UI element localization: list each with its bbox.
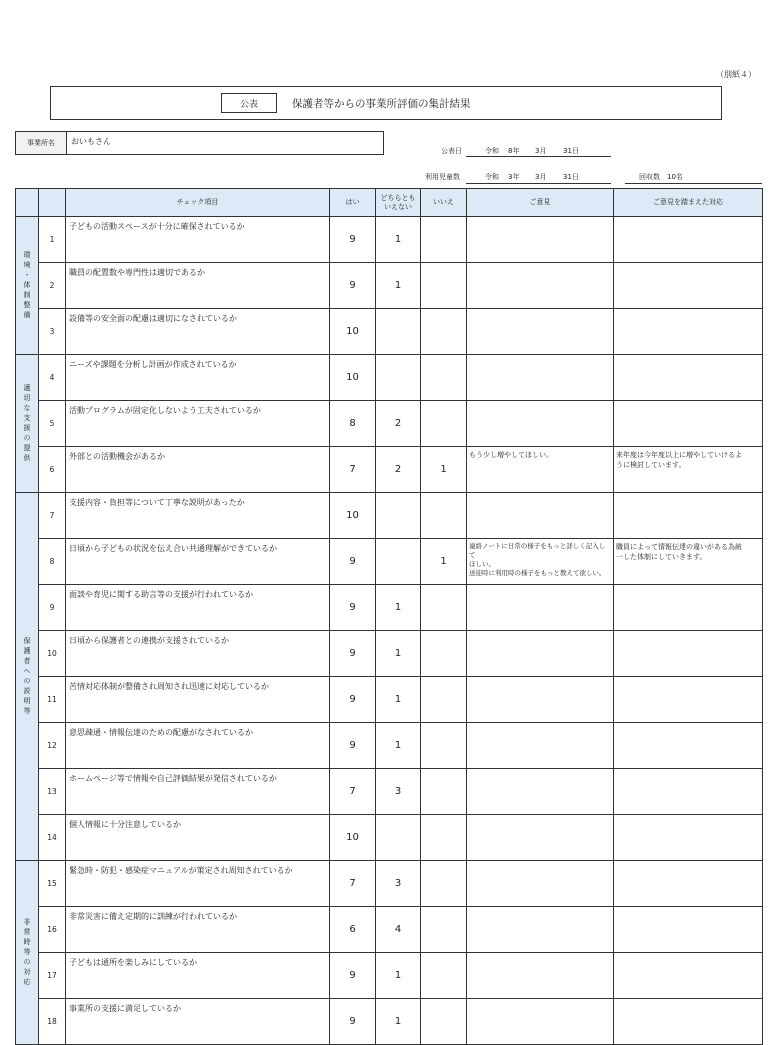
no-count bbox=[421, 217, 467, 263]
neither-count bbox=[376, 309, 421, 355]
header-check-item: チェック項目 bbox=[66, 189, 330, 217]
table-row bbox=[16, 493, 763, 539]
header-category bbox=[16, 189, 39, 217]
table-row bbox=[16, 907, 763, 953]
table-row bbox=[16, 447, 763, 493]
table-row bbox=[16, 263, 763, 309]
no-count bbox=[421, 493, 467, 539]
check-item: 意思疎通・情報伝達のための配慮がなされているか bbox=[66, 723, 330, 769]
neither-count: 1 bbox=[376, 585, 421, 631]
usage-day: 31日 bbox=[563, 173, 579, 181]
no-count bbox=[421, 861, 467, 907]
opinion-cell bbox=[467, 447, 614, 493]
row-number: 3 bbox=[39, 309, 66, 355]
neither-count: 1 bbox=[376, 217, 421, 263]
row-number: 15 bbox=[39, 861, 66, 907]
response-cell bbox=[614, 493, 763, 539]
usage-month: 3月 bbox=[535, 173, 547, 181]
check-item: 非常災害に備え定期的に訓練が行われているか bbox=[66, 907, 330, 953]
check-item: 支援内容・負担等について丁寧な説明があったか bbox=[66, 493, 330, 539]
response-cell bbox=[614, 447, 763, 493]
yes-count: 9 bbox=[330, 585, 376, 631]
response-cell bbox=[614, 769, 763, 815]
header-number bbox=[39, 189, 66, 217]
response-cell bbox=[614, 631, 763, 677]
response-cell bbox=[614, 677, 763, 723]
opinion-cell bbox=[467, 861, 614, 907]
public-tag: 公表 bbox=[221, 93, 277, 113]
neither-count bbox=[376, 493, 421, 539]
yes-count: 6 bbox=[330, 907, 376, 953]
no-count bbox=[421, 309, 467, 355]
table-row bbox=[16, 677, 763, 723]
opinion-cell bbox=[467, 999, 614, 1045]
header-no: いいえ bbox=[421, 189, 467, 217]
check-item: ニーズや課題を分析し計画が作成されているか bbox=[66, 355, 330, 401]
header-response: ご意見を踏まえた対応 bbox=[614, 189, 763, 217]
table-row bbox=[16, 861, 763, 907]
office-box bbox=[15, 131, 384, 155]
opinion-cell bbox=[467, 309, 614, 355]
no-count: 1 bbox=[421, 447, 467, 493]
response-cell bbox=[614, 401, 763, 447]
neither-count: 1 bbox=[376, 723, 421, 769]
usage-era: 令和 bbox=[485, 173, 499, 181]
no-count bbox=[421, 907, 467, 953]
category-cell bbox=[16, 355, 39, 493]
opinion-cell bbox=[467, 539, 614, 585]
row-number: 9 bbox=[39, 585, 66, 631]
category-label: 保護者への説明等 bbox=[23, 636, 31, 717]
annex-label: （別紙４） bbox=[716, 70, 756, 79]
header-neither-line1: どちらとも bbox=[380, 193, 416, 202]
row-number: 16 bbox=[39, 907, 66, 953]
check-item: 事業所の支援に満足しているか bbox=[66, 999, 330, 1045]
table-row bbox=[16, 723, 763, 769]
response-count-line bbox=[625, 182, 762, 184]
row-number: 11 bbox=[39, 677, 66, 723]
table-row bbox=[16, 585, 763, 631]
neither-count: 1 bbox=[376, 263, 421, 309]
table-row bbox=[16, 401, 763, 447]
neither-count bbox=[376, 355, 421, 401]
row-number: 17 bbox=[39, 953, 66, 999]
opinion-cell bbox=[467, 723, 614, 769]
header-opinion: ご意見 bbox=[467, 189, 614, 217]
usage-count-label: 利用児童数 bbox=[425, 173, 460, 181]
no-count bbox=[421, 585, 467, 631]
no-count bbox=[421, 815, 467, 861]
neither-count: 3 bbox=[376, 769, 421, 815]
opinion-cell bbox=[467, 263, 614, 309]
check-item: 子どもは通所を楽しみにしているか bbox=[66, 953, 330, 999]
yes-count: 9 bbox=[330, 217, 376, 263]
table-header-row bbox=[16, 189, 763, 217]
opinion-cell bbox=[467, 585, 614, 631]
response-cell-line: 一した体制にしていきます。 bbox=[616, 553, 707, 561]
neither-count: 2 bbox=[376, 447, 421, 493]
neither-count: 2 bbox=[376, 401, 421, 447]
row-number: 13 bbox=[39, 769, 66, 815]
yes-count: 8 bbox=[330, 401, 376, 447]
row-number: 12 bbox=[39, 723, 66, 769]
category-label: 環境・体制整備 bbox=[23, 250, 31, 321]
neither-count: 3 bbox=[376, 861, 421, 907]
check-item: 緊急時・防犯・感染症マニュアルが策定され周知されているか bbox=[66, 861, 330, 907]
no-count bbox=[421, 769, 467, 815]
opinion-cell-line: ほしい。 bbox=[469, 560, 495, 568]
neither-count bbox=[376, 815, 421, 861]
table-row bbox=[16, 631, 763, 677]
check-item: 設備等の安全面の配慮は適切になされているか bbox=[66, 309, 330, 355]
check-item: 活動プログラムが固定化しないよう工夫されているか bbox=[66, 401, 330, 447]
row-number: 5 bbox=[39, 401, 66, 447]
check-item: 職員の配置数や専門性は適切であるか bbox=[66, 263, 330, 309]
opinion-cell bbox=[467, 769, 614, 815]
category-label: 非常時等の対応 bbox=[23, 917, 31, 988]
no-count bbox=[421, 677, 467, 723]
category-cell bbox=[16, 493, 39, 861]
check-item: 苦情対応体制が整備され周知され迅速に対応しているか bbox=[66, 677, 330, 723]
opinion-cell bbox=[467, 677, 614, 723]
category-cell bbox=[16, 217, 39, 355]
response-cell bbox=[614, 309, 763, 355]
no-count bbox=[421, 263, 467, 309]
no-count: 1 bbox=[421, 539, 467, 585]
opinion-cell bbox=[467, 217, 614, 263]
publish-date-label: 公表日 bbox=[441, 147, 462, 155]
yes-count: 10 bbox=[330, 493, 376, 539]
table-row bbox=[16, 309, 763, 355]
no-count bbox=[421, 723, 467, 769]
header-yes: はい bbox=[330, 189, 376, 217]
response-cell bbox=[614, 355, 763, 401]
response-cell bbox=[614, 999, 763, 1045]
neither-count: 1 bbox=[376, 999, 421, 1045]
yes-count: 9 bbox=[330, 677, 376, 723]
table-row bbox=[16, 539, 763, 585]
opinion-cell bbox=[467, 907, 614, 953]
neither-count: 1 bbox=[376, 677, 421, 723]
response-cell bbox=[614, 953, 763, 999]
header-neither-line2: いえない bbox=[384, 202, 412, 211]
table-row bbox=[16, 953, 763, 999]
yes-count: 9 bbox=[330, 999, 376, 1045]
row-number: 1 bbox=[39, 217, 66, 263]
publish-day: 31日 bbox=[563, 147, 579, 155]
header-neither bbox=[376, 189, 421, 217]
response-cell bbox=[614, 723, 763, 769]
no-count bbox=[421, 953, 467, 999]
neither-count: 1 bbox=[376, 631, 421, 677]
opinion-cell bbox=[467, 401, 614, 447]
yes-count: 10 bbox=[330, 815, 376, 861]
page-title: 保護者等からの事業所評価の集計結果 bbox=[292, 98, 471, 110]
table-row bbox=[16, 217, 763, 263]
opinion-cell bbox=[467, 355, 614, 401]
yes-count: 7 bbox=[330, 447, 376, 493]
response-cell bbox=[614, 263, 763, 309]
response-cell bbox=[614, 217, 763, 263]
yes-count: 9 bbox=[330, 263, 376, 309]
no-count bbox=[421, 999, 467, 1045]
neither-count: 4 bbox=[376, 907, 421, 953]
office-name: おいもさん bbox=[71, 137, 111, 146]
table-row bbox=[16, 815, 763, 861]
table-row bbox=[16, 355, 763, 401]
table-row bbox=[16, 999, 763, 1045]
category-label: 適切な支援の提供 bbox=[23, 383, 31, 464]
response-cell-line: 来年度は今年度以上に増やしていけるよ bbox=[616, 451, 742, 459]
yes-count: 9 bbox=[330, 953, 376, 999]
response-cell-line: 職員によって情報伝達の違いがある為統 bbox=[616, 543, 742, 551]
no-count bbox=[421, 355, 467, 401]
yes-count: 7 bbox=[330, 861, 376, 907]
no-count bbox=[421, 401, 467, 447]
row-number: 2 bbox=[39, 263, 66, 309]
opinion-cell bbox=[467, 493, 614, 539]
table-row bbox=[16, 769, 763, 815]
opinion-cell-line: 連絡ノートに日常の様子をもっと詳しく記入して bbox=[469, 542, 606, 559]
publish-era: 令和 bbox=[485, 147, 499, 155]
opinion-cell-line: もう少し増やしてほしい。 bbox=[469, 451, 553, 459]
response-cell bbox=[614, 861, 763, 907]
check-item: 面談や育児に関する助言等の支援が行われているか bbox=[66, 585, 330, 631]
usage-year: 3年 bbox=[508, 173, 520, 181]
check-item: 個人情報に十分注意しているか bbox=[66, 815, 330, 861]
response-cell bbox=[614, 815, 763, 861]
response-cell bbox=[614, 907, 763, 953]
check-item: 日頃から保護者との連携が支援されているか bbox=[66, 631, 330, 677]
usage-date-line bbox=[466, 182, 611, 184]
row-number: 4 bbox=[39, 355, 66, 401]
yes-count: 7 bbox=[330, 769, 376, 815]
opinion-cell bbox=[467, 815, 614, 861]
yes-count: 9 bbox=[330, 631, 376, 677]
no-count bbox=[421, 631, 467, 677]
row-number: 10 bbox=[39, 631, 66, 677]
opinion-cell bbox=[467, 631, 614, 677]
check-item: ホームページ等で情報や自己評価結果が発信されているか bbox=[66, 769, 330, 815]
neither-count bbox=[376, 539, 421, 585]
yes-count: 9 bbox=[330, 723, 376, 769]
response-cell bbox=[614, 539, 763, 585]
yes-count: 9 bbox=[330, 539, 376, 585]
response-count: 回収数 10名 bbox=[639, 173, 683, 181]
response-cell bbox=[614, 585, 763, 631]
publish-year: 8年 bbox=[508, 147, 520, 155]
opinion-cell bbox=[467, 953, 614, 999]
office-label: 事業所名 bbox=[16, 132, 67, 154]
row-number: 14 bbox=[39, 815, 66, 861]
check-item: 外部との活動機会があるか bbox=[66, 447, 330, 493]
check-item: 日頃から子どもの状況を伝え合い共通理解ができているか bbox=[66, 539, 330, 585]
publish-month: 3月 bbox=[535, 147, 547, 155]
category-cell bbox=[16, 861, 39, 1045]
neither-count: 1 bbox=[376, 953, 421, 999]
evaluation-table bbox=[15, 188, 763, 1045]
row-number: 7 bbox=[39, 493, 66, 539]
opinion-cell-line: 送迎時に利用時の様子をもっと教えて欲しい。 bbox=[469, 569, 606, 577]
check-item: 子どもの活動スペースが十分に確保されているか bbox=[66, 217, 330, 263]
response-cell-line: うに検討しています。 bbox=[616, 461, 686, 469]
yes-count: 10 bbox=[330, 355, 376, 401]
row-number: 8 bbox=[39, 539, 66, 585]
row-number: 6 bbox=[39, 447, 66, 493]
yes-count: 10 bbox=[330, 309, 376, 355]
row-number: 18 bbox=[39, 999, 66, 1045]
